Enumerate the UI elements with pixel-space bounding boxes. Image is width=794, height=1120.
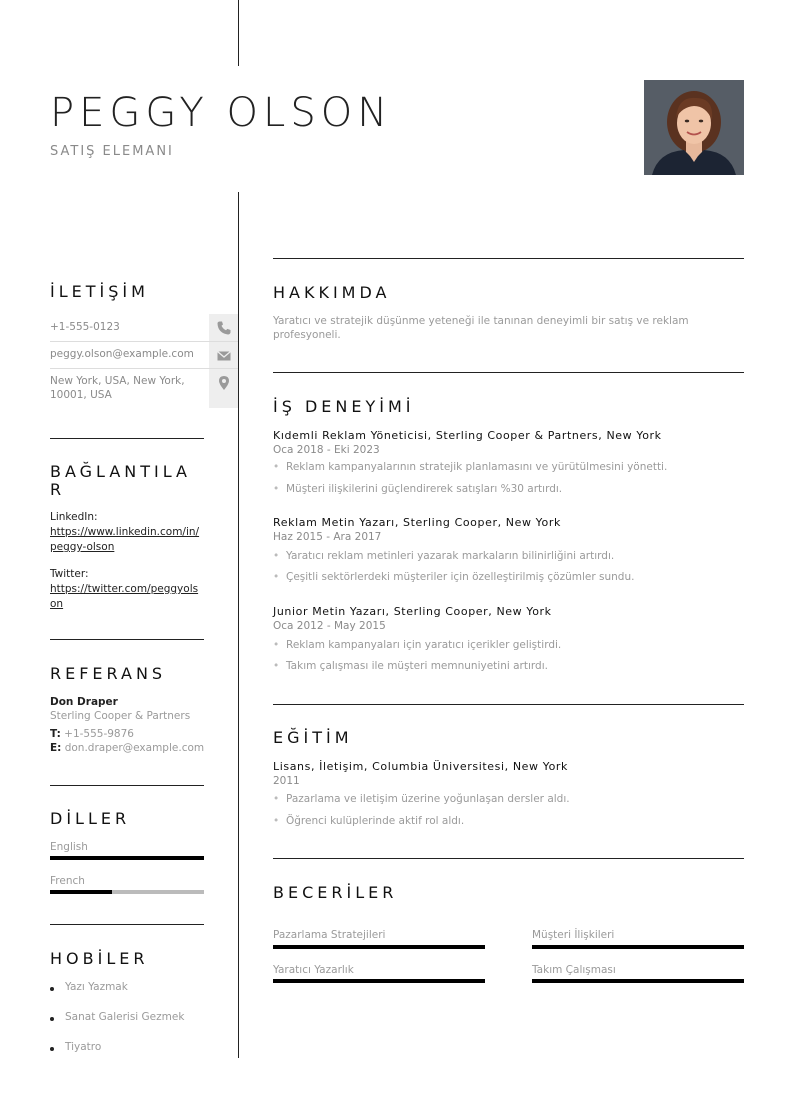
job-bullet: • Çeşitli sektörlerdeki müşteriler için özelleştirilmiş çözümler sundu. [273, 571, 635, 583]
job-bullet: • Takım çalışması ile müşteri memnuniyetini artırdı. [273, 660, 548, 672]
section-divider [50, 785, 204, 786]
reference-email-line [50, 742, 204, 754]
hobby-item: Sanat Galerisi Gezmek [65, 1011, 185, 1023]
language-bar-fill [50, 856, 204, 860]
links-heading-line2: R [50, 480, 66, 499]
education-bullet: • Pazarlama ve iletişim üzerine yoğunlaşan dersler aldı. [273, 793, 570, 805]
bullet-dot [50, 987, 54, 991]
section-divider [273, 858, 744, 859]
reference-phone-line [50, 728, 134, 740]
skill-bar [532, 945, 744, 949]
education-bullet-text: Pazarlama ve iletişim üzerine yoğunlaşan dersler aldı. [286, 793, 570, 805]
job-bullet-text: Reklam kampanyalarının stratejik planlamasını ve yürütülmesini yönetti. [286, 461, 668, 473]
phone-text: +1-555-0123 [50, 321, 120, 333]
section-divider [50, 438, 204, 439]
section-divider [273, 372, 744, 373]
job-bullet-text: Yaratıcı reklam metinleri yazarak markaların bilinirliğini artırdı. [286, 550, 615, 562]
twitter-link[interactable]: https://twitter.com/peggyolson [50, 583, 199, 610]
education-year: 2011 [273, 775, 300, 787]
linkedin-label: LinkedIn: [50, 511, 98, 523]
address-text: New York, USA, New York, 10001, USA [50, 375, 185, 401]
job-bullet: • Müşteri ilişkilerini güçlendirerek satışları %30 artırdı. [273, 483, 563, 495]
section-divider [273, 258, 744, 259]
job-dates: Haz 2015 - Ara 2017 [273, 531, 382, 543]
job-bullet-text: Reklam kampanyaları için yaratıcı içerikler geliştirdi. [286, 639, 562, 651]
job-dates: Oca 2012 - May 2015 [273, 620, 386, 632]
job-title-entry: Reklam Metin Yazarı, Sterling Cooper, New York [273, 516, 561, 529]
candidate-name: PEGGY OLSON [50, 90, 393, 136]
hobby-item: Tiyatro [65, 1041, 102, 1053]
map-pin-icon [216, 375, 232, 391]
experience-heading: İŞ DENEYİMİ [273, 397, 415, 416]
twitter-label: Twitter: [50, 568, 89, 580]
skill-name: Yaratıcı Yazarlık [273, 964, 354, 976]
reference-email-label: E: [50, 742, 62, 754]
language-bar-fill [50, 890, 112, 894]
education-bullet: • Öğrenci kulüplerinde aktif rol aldı. [273, 815, 465, 827]
about-text: Yaratıcı ve stratejik düşünme yeteneği ile tanınan deneyimli bir satış ve reklam profesyoneli. [273, 315, 689, 341]
vertical-divider-top [238, 0, 239, 66]
skill-name: Pazarlama Stratejileri [273, 929, 386, 941]
job-bullet: • Reklam kampanyalarının stratejik planlamasını ve yürütülmesini yönetti. [273, 461, 668, 473]
reference-phone: +1-555-9876 [64, 728, 134, 740]
skills-heading: BECERİLER [273, 883, 398, 902]
bullet-dot [50, 1047, 54, 1051]
contact-heading: İLETİŞİM [50, 282, 149, 301]
linkedin-link[interactable]: https://www.linkedin.com/in/peggy-olson [50, 526, 200, 553]
education-degree: Lisans, İletişim, Columbia Üniversitesi, New York [273, 760, 569, 773]
hobby-item: Yazı Yazmak [65, 981, 128, 993]
skill-bar [532, 979, 744, 983]
skill-name: Takım Çalışması [532, 964, 616, 976]
hobbies-heading: HOBİLER [50, 949, 149, 968]
skill-bar [273, 979, 485, 983]
language-name: English [50, 841, 88, 853]
job-bullet-text: Müşteri ilişkilerini güçlendirerek satışları %30 artırdı. [286, 483, 563, 495]
section-divider [50, 639, 204, 640]
education-heading: EĞİTİM [273, 728, 353, 747]
email-text: peggy.olson@example.com [50, 348, 194, 360]
reference-email: don.draper@example.com [64, 742, 205, 754]
job-bullet-text: Takım çalışması ile müşteri memnuniyetini artırdı. [286, 660, 548, 672]
section-divider [273, 704, 744, 705]
job-title-entry: Kıdemli Reklam Yöneticisi, Sterling Cooper & Partners, New York [273, 429, 662, 442]
references-heading: REFERANS [50, 664, 167, 683]
links-heading-line1: BAĞLANTILA [50, 462, 191, 481]
reference-phone-label: T: [50, 728, 61, 740]
education-bullet-text: Öğrenci kulüplerinde aktif rol aldı. [286, 815, 465, 827]
job-bullet: • Yaratıcı reklam metinleri yazarak markaların bilinirliğini artırdı. [273, 550, 615, 562]
vertical-divider [238, 192, 239, 1058]
job-title: SATIŞ ELEMANI [50, 144, 174, 159]
phone-icon [216, 320, 232, 336]
reference-company: Sterling Cooper & Partners [50, 710, 191, 722]
job-bullet-text: Çeşitli sektörlerdeki müşteriler için özelleştirilmiş çözümler sundu. [286, 571, 635, 583]
skill-bar [273, 945, 485, 949]
languages-heading: DİLLER [50, 809, 131, 828]
envelope-icon [216, 348, 232, 364]
language-name: French [50, 875, 85, 887]
job-dates: Oca 2018 - Eki 2023 [273, 444, 380, 456]
bullet-dot [50, 1017, 54, 1021]
section-divider [50, 924, 204, 925]
links-heading [50, 463, 191, 499]
about-heading: HAKKIMDA [273, 283, 391, 302]
skill-name: Müşteri İlişkileri [532, 929, 615, 941]
reference-name: Don Draper [50, 696, 118, 708]
job-title-entry: Junior Metin Yazarı, Sterling Cooper, New York [273, 605, 552, 618]
job-bullet: • Reklam kampanyaları için yaratıcı içerikler geliştirdi. [273, 639, 562, 651]
profile-photo [644, 80, 744, 175]
